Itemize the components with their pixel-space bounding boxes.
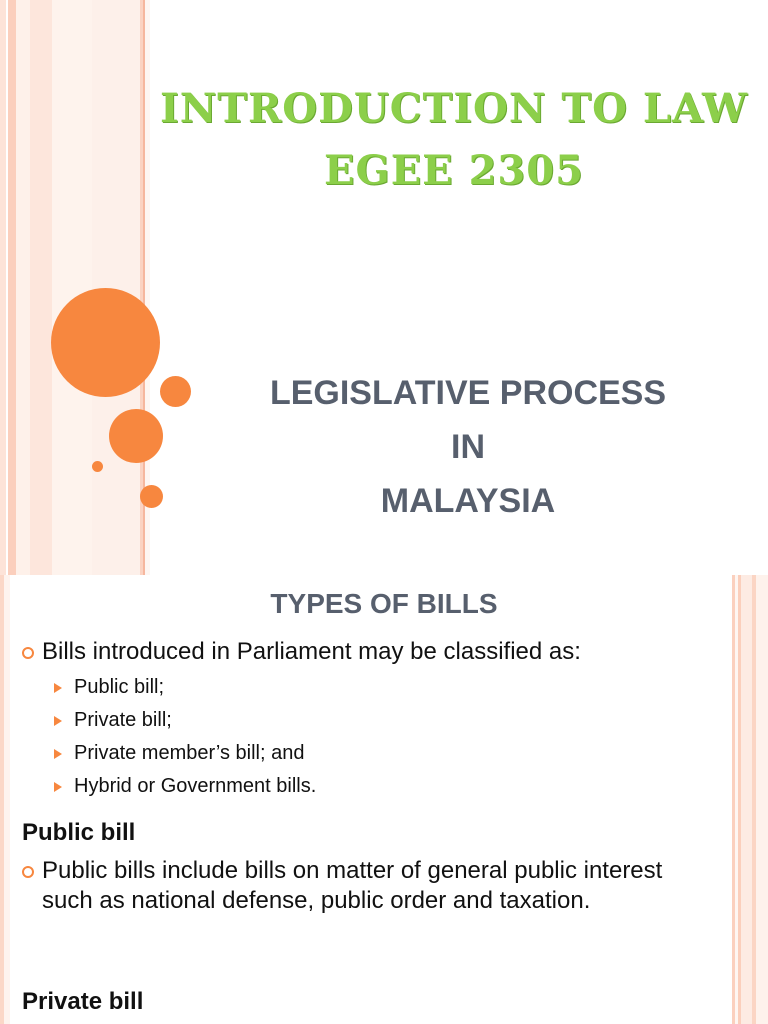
subtitle-line: IN <box>451 428 485 466</box>
list-item-text: Public bill; <box>74 676 165 698</box>
bullet-item <box>22 856 692 916</box>
subtitle-line: LEGISLATIVE PROCESS <box>269 374 667 412</box>
course-code: EGEE 2305 <box>324 147 584 194</box>
slide-heading: TYPES OF BILLS <box>270 588 498 619</box>
slide-title-line: INTRODUCTION TO LAW <box>160 85 748 132</box>
content-slide <box>0 575 768 1024</box>
slide-subtitle <box>200 366 736 528</box>
arrow-bullet-icon <box>54 782 62 792</box>
sub-bullet-list <box>52 671 712 803</box>
ring-bullet-icon <box>22 647 34 659</box>
list-item-text: Private member’s bill; and <box>74 742 305 764</box>
arrow-bullet-icon <box>54 683 62 693</box>
list-item <box>52 704 712 737</box>
list-item <box>52 770 712 803</box>
decorative-stripes <box>0 0 150 575</box>
bullet-text: Public bills include bills on matter of general public interest such as national defense, public order and taxation. <box>42 857 663 914</box>
decorative-circle-large <box>51 288 160 397</box>
arrow-bullet-icon <box>54 716 62 726</box>
list-item-text: Private bill; <box>74 709 172 731</box>
decorative-circle-small <box>160 376 191 407</box>
ring-bullet-icon <box>22 866 34 878</box>
slide-title <box>140 78 768 202</box>
list-item <box>52 671 712 704</box>
list-item <box>52 737 712 770</box>
subtitle-line: MALAYSIA <box>380 482 556 520</box>
section-heading-private-bill: Private bill <box>22 988 144 1015</box>
decorative-circle-tiny <box>92 461 103 472</box>
bullet-item <box>22 637 742 667</box>
arrow-bullet-icon <box>54 749 62 759</box>
bullet-text: Bills introduced in Parliament may be classified as: <box>42 638 581 665</box>
decorative-left-border <box>0 575 10 1024</box>
decorative-circle-medium <box>109 409 163 463</box>
section-heading-public-bill: Public bill <box>22 819 136 846</box>
decorative-circle-small <box>140 485 163 508</box>
list-item-text: Hybrid or Government bills. <box>74 775 317 797</box>
